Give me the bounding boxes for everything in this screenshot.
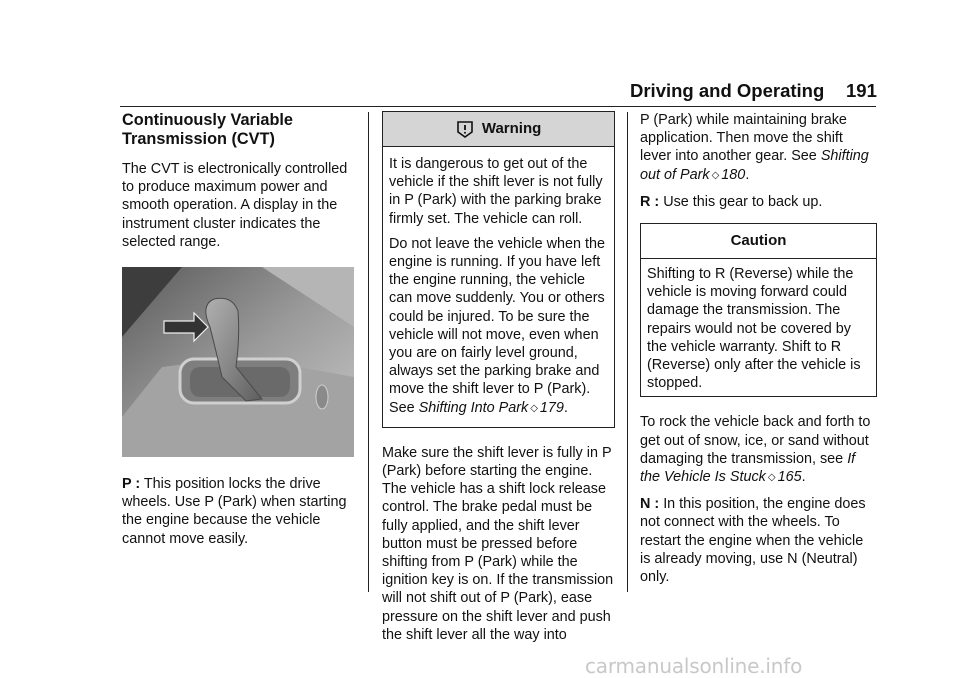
shift-lock-paragraph: Make sure the shift lever is fully in P (Park) before starting the engine. The vehicle has a shift lock release control. The brake pedal must be fully applied, and the shift lever button must be pressed before shifting from P (Park) while the ignition key is on. If the transmission will not shift out of P (Park), ease pressure on the shift lever and push the shift lever all the way into: [382, 444, 614, 643]
section-title: Continuously Variable Transmission (CVT): [122, 111, 293, 148]
park-continued-paragraph: P (Park) while maintaining brake application. Then move the shift lever into another gear. See Shifting out of Park ◇ 180.: [640, 111, 877, 185]
column-2: [382, 111, 615, 652]
reverse-description: R : Use this gear to back up.: [640, 193, 823, 210]
caution-box: [640, 223, 877, 397]
warning-box: [382, 111, 615, 428]
caution-paragraph: Shifting to R (Reverse) while the vehicle is moving forward could damage the transmission. The repairs would not be covered by the vehicle warranty. Shift to R (Reverse) only after the vehicle is stopped.: [647, 266, 861, 392]
warning-header: Warning: [383, 112, 614, 147]
xref-icon: ◇: [767, 472, 776, 484]
xref-link[interactable]: Shifting Into Park: [418, 399, 529, 416]
column-divider-2: [627, 112, 628, 592]
xref-icon: ◇: [530, 402, 538, 414]
page-number: 191: [846, 80, 877, 101]
park-description: P : This position locks the drive wheels. Use P (Park) when starting the engine because the vehicle cannot move easily.: [122, 476, 347, 547]
intro-paragraph: The CVT is electronically controlled to produce maximum power and smooth operation. A display in the instrument cluster indicates the selected range.: [122, 161, 348, 250]
xref-link[interactable]: If the Vehicle Is Stuck: [640, 450, 856, 486]
header-rule: [120, 106, 876, 107]
xref-link[interactable]: Shifting out of Park: [640, 148, 869, 183]
shift-lever-photo: [122, 267, 354, 457]
page-header: [0, 0, 960, 110]
column-divider-1: [368, 112, 369, 592]
warning-icon: [456, 120, 474, 138]
rock-vehicle-paragraph: To rock the vehicle back and forth to get out of snow, ice, or sand without damaging the transmission, see If the Vehicle Is Stuck ◇ 165.: [640, 413, 877, 487]
caution-header: Caution: [641, 224, 876, 259]
watermark: carmanualsonline.info: [585, 654, 803, 678]
column-3: [640, 111, 877, 594]
warning-paragraph-2: Do not leave the vehicle when the engine is running. If you have left the engine running, the vehicle can move suddenly. You or others could be injured. To be sure the vehicle will not move, even when you are on fairly level ground, always set the parking brake and move the shift lever to P (Park). See Shifting Into Park ◇ 179.: [389, 235, 608, 418]
warning-paragraph-1: It is dangerous to get out of the vehicle if the shift lever is not fully in P (Park) with the parking brake firmly set. The vehicle can roll.: [389, 156, 603, 227]
xref-icon: ◇: [711, 169, 720, 181]
neutral-description: N : In this position, the engine does not connect with the wheels. To restart the engine when the vehicle is already moving, use N (Neutral) only.: [640, 496, 866, 586]
column-1: [122, 111, 358, 556]
chapter-title: Driving and Operating: [630, 80, 825, 101]
